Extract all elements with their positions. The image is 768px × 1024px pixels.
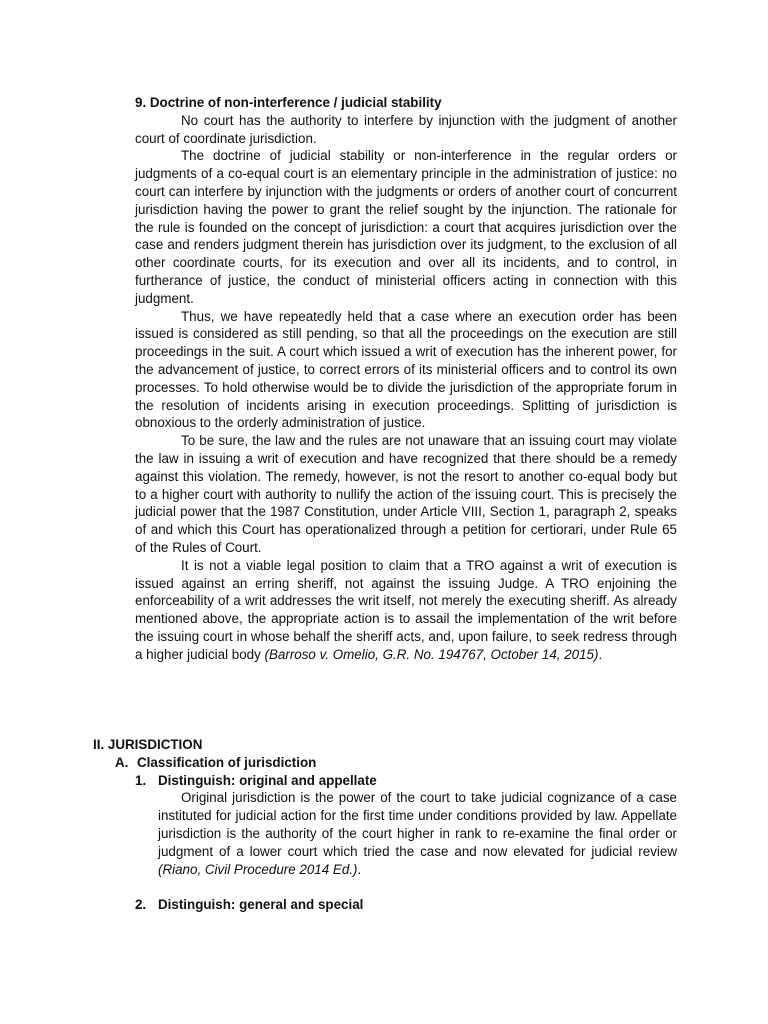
paragraph-text: Original jurisdiction is the power of the court to take judicial cognizance of a case instituted for judicial action for the first time under conditions provided by law. Appellate jurisdiction is the authority of the court higher in rank to re-examine the final order or judgment of a lower court which tried the case and now elevated for judicial review (158, 790, 677, 859)
section-heading: 9. Doctrine of non-interference / judicial stability (135, 95, 442, 110)
paragraph: The doctrine of judicial stability or non-interference in the regular orders or judgments of a co-equal court is an elementary principle in the administration of justice: no court can interfere by injunction with the judgments or orders of another court of concurrent jurisdiction having the power to grant the relief sought by the injunction. The rationale for the rule is founded on the concept of jurisdiction: a court that acquires jurisdiction over the case and renders judgment therein has jurisdiction over its judgment, to the exclusion of all other coordinate courts, for its execution and over all its incidents, and to control, in furtherance of justice, the conduct of ministerial officers acting in connection with this judgment. (135, 148, 677, 306)
item-heading (135, 896, 677, 914)
item-title: Distinguish: general and special (158, 897, 364, 913)
list-marker: 2. (135, 897, 147, 913)
list-marker: 1. (135, 772, 147, 788)
subsection-heading (115, 754, 677, 772)
chapter-heading: II. JURISDICTION (93, 737, 203, 752)
subsection-title: Classification of jurisdiction (137, 754, 317, 770)
paragraph: No court has the authority to interfere by injunction with the judgment of another court of coordinate jurisdiction. (135, 112, 677, 146)
paragraph-end: . (357, 861, 362, 877)
section-jurisdiction (93, 736, 677, 914)
paragraph: Thus, we have repeatedly held that a case where an execution order has been issued is considered as still pending, so that all the proceedings on the execution are still proceedings in the suit. A court which issued a writ of execution has the inherent power, for the advancement of justice, to correct errors of its ministerial officers and to control its own processes. To hold otherwise would be to divide the jurisdiction of the appropriate forum in the resolution of incidents arising in execution proceedings. Splitting of jurisdiction is obnoxious to the orderly administration of justice. (135, 308, 677, 431)
paragraph (135, 557, 677, 664)
paragraph-text: It is not a viable legal position to claim that a TRO against a writ of execution is issued against an erring sheriff, not against the issuing Judge. A TRO enjoining the enforceability of a writ addresses the writ itself, not merely the executing sheriff. As already mentioned above, the appropriate action is to assail the implementation of the writ before the issuing court in whose behalf the sheriff acts, and, upon failure, to seek redress through a higher judicial body (135, 557, 677, 662)
item-title: Distinguish: original and appellate (158, 772, 377, 788)
paragraph (158, 789, 677, 878)
item-heading (135, 772, 677, 790)
case-citation: (Barroso v. Omelio, G.R. No. 194767, October 14, 2015) (264, 646, 599, 662)
item-body (158, 789, 677, 878)
list-marker: A. (115, 754, 129, 770)
paragraph-end: . (598, 646, 603, 662)
paragraph: To be sure, the law and the rules are not unaware that an issuing court may violate the law in issuing a writ of execution and have recognized that there should be a remedy against this violation. The remedy, however, is not the resort to another co-equal body but to a higher court with authority to nullify the action of the issuing court. This is precisely the judicial power that the 1987 Constitution, under Article VIII, Section 1, paragraph 2, speaks of and which this Court has operationalized through a petition for certiorari, under Rule 65 of the Rules of Court. (135, 433, 677, 555)
book-citation: (Riano, Civil Procedure 2014 Ed.) (158, 861, 358, 877)
section-9 (135, 94, 677, 664)
